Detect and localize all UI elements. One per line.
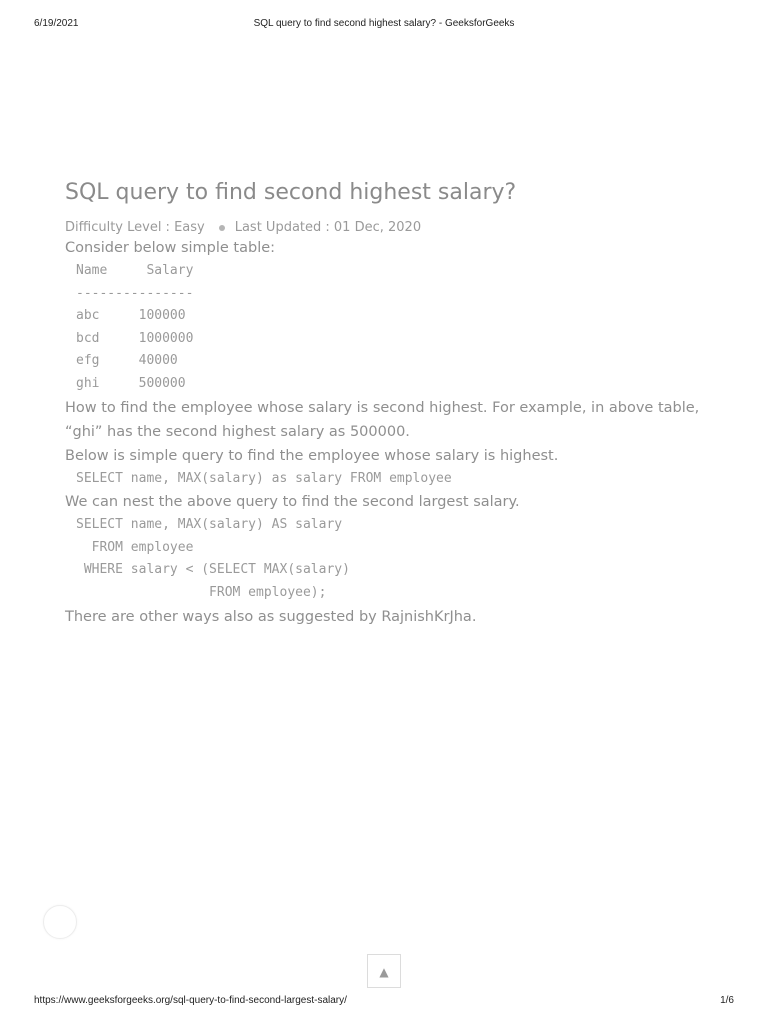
last-updated: Last Updated : 01 Dec, 2020 xyxy=(234,220,422,235)
separator-dot-icon xyxy=(219,225,225,231)
code-block-highest-query: SELECT name, MAX(salary) as salary FROM employee xyxy=(76,470,452,486)
paragraph-intro: Consider below simple table: xyxy=(65,240,276,256)
scroll-to-top-button[interactable] xyxy=(367,954,401,988)
print-header xyxy=(0,18,768,32)
print-footer xyxy=(0,995,768,1009)
code-block-second-highest-query: SELECT name, MAX(salary) AS salary FROM employee WHERE salary < (SELECT MAX(salary) FROM employee); xyxy=(76,517,350,600)
difficulty-level: Difficulty Level : Easy xyxy=(65,220,205,235)
paragraph-nested-query: We can nest the above query to find the second largest salary. xyxy=(65,494,520,511)
print-date: 6/19/2021 xyxy=(34,18,79,29)
paragraph-question: How to find the employee whose salary is second highest. For example, in above table, “ghi” has the second highest salary as 500000. xyxy=(65,399,700,440)
print-page-title: SQL query to find second highest salary? - GeeksforGeeks xyxy=(253,18,515,29)
code-block-table: Name Salary --------------- abc 100000 bcd 1000000 efg 40000 ghi 500000 xyxy=(76,263,194,391)
article-meta xyxy=(65,220,705,236)
circle-icon[interactable] xyxy=(43,905,77,939)
print-page-number: 1/6 xyxy=(720,995,734,1006)
triangle-up-icon: ▲ xyxy=(379,965,389,979)
print-url: https://www.geeksforgeeks.org/sql-query-to-find-second-largest-salary/ xyxy=(34,995,347,1006)
paragraph-other-ways: There are other ways also as suggested by RajnishKrJha. xyxy=(65,608,477,625)
article xyxy=(65,178,705,629)
paragraph-highest-query: Below is simple query to find the employee whose salary is highest. xyxy=(65,447,559,464)
article-title: SQL query to find second highest salary? xyxy=(65,180,517,205)
